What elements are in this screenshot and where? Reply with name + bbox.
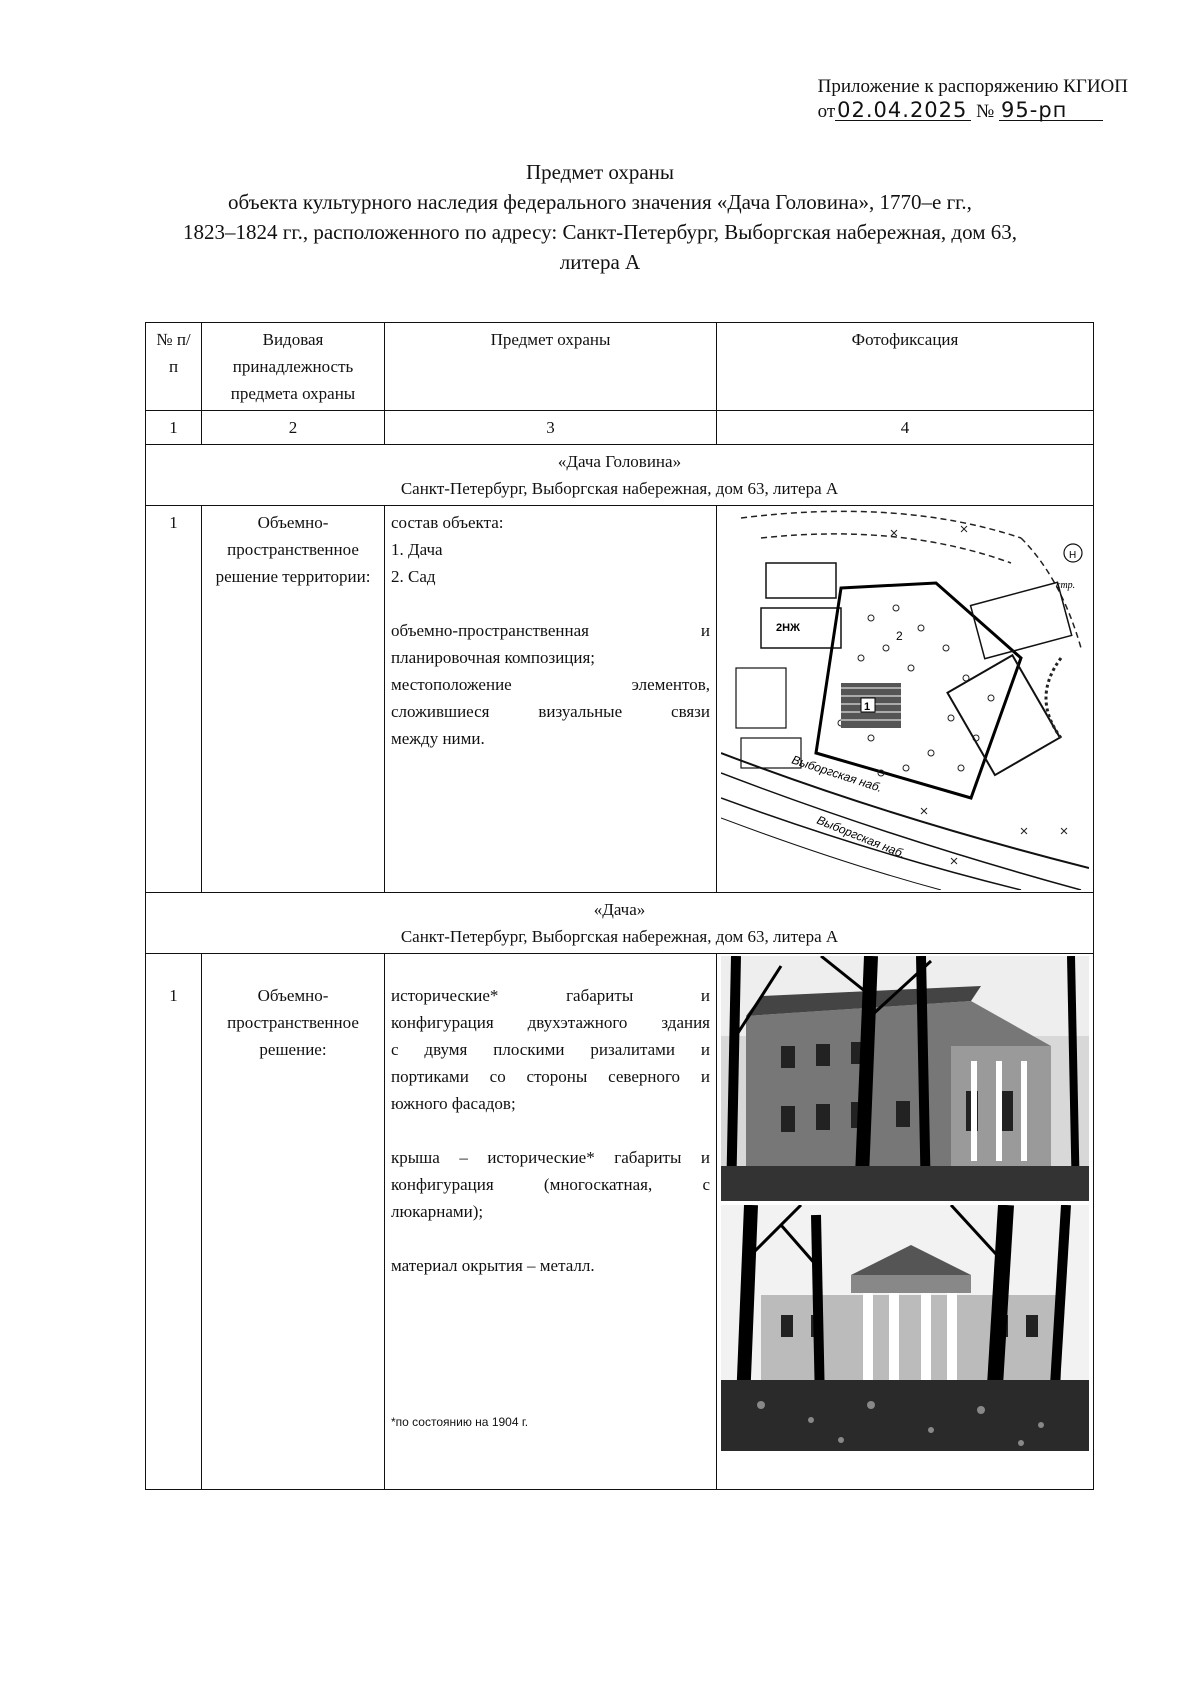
title-line-1: Предмет охраны <box>525 160 675 184</box>
building-photo-north <box>721 956 1089 1201</box>
footnote: *по состоянию на 1904 г. <box>391 1415 529 1429</box>
title-line-3: 1823–1824 гг., расположенного по адресу: Санкт-Петербург, Выборгская набережная, дом 63, <box>182 220 1017 244</box>
header-subject: Предмет охраны <box>385 323 717 411</box>
row-content <box>385 506 717 893</box>
content-line: планировочная композиция; <box>391 648 596 667</box>
appendix-header <box>818 76 1128 123</box>
content-line: сложившиеся визуальные связи <box>391 702 710 721</box>
row-number: 1 <box>146 954 202 1490</box>
section-header <box>146 445 1094 506</box>
content-line: конфигурация двухэтажного здания <box>391 1013 710 1032</box>
from-prefix: от <box>817 101 836 122</box>
building-photo-south <box>721 1205 1089 1451</box>
number-prefix: № <box>976 101 995 122</box>
building-footprint <box>841 683 901 728</box>
title-line-4: литера А <box>559 250 641 274</box>
content-line: с двумя плоскими ризалитами и <box>391 1040 710 1059</box>
map-label: 2НЖ <box>776 622 801 634</box>
photos-cell <box>717 954 1094 1490</box>
content-line: 1. Дача <box>391 540 443 559</box>
table-numbers-row <box>146 411 1094 445</box>
col-number: 3 <box>385 411 717 445</box>
appendix-date-line <box>818 100 1128 123</box>
content-line: крыша – исторические* габариты и <box>391 1148 710 1167</box>
header-number: № п/п <box>146 323 202 411</box>
table-row <box>146 954 1094 1490</box>
content-line: объемно-пространственная и <box>391 621 710 640</box>
map-label: стр. <box>1056 580 1076 591</box>
content-line: люкарнами); <box>391 1202 484 1221</box>
header-photo: Фотофиксация <box>717 323 1094 411</box>
document-title <box>130 157 1070 277</box>
section-header-row <box>146 893 1094 954</box>
header-type: Видовая принадлежность предмета охраны <box>202 323 385 411</box>
row-type: Объемно-пространственное решение территории: <box>202 506 385 893</box>
table-row <box>146 506 1094 893</box>
appendix-number: 95-рп <box>999 100 1103 121</box>
map-label: Н <box>1069 550 1077 561</box>
section-name: «Дача» <box>593 900 646 919</box>
col-number: 4 <box>717 411 1094 445</box>
protection-table <box>145 322 1094 1490</box>
content-line: состав объекта: <box>391 513 504 532</box>
content-line: исторические* габариты и <box>391 986 710 1005</box>
section-header <box>146 893 1094 954</box>
content-line: конфигурация (многоскатная, с <box>391 1175 710 1194</box>
street-label: Выборгская наб. <box>814 812 908 862</box>
col-number: 2 <box>202 411 385 445</box>
row-number: 1 <box>146 506 202 893</box>
section-header-row <box>146 445 1094 506</box>
map-label: 2 <box>896 629 903 643</box>
site-plan-cell <box>717 506 1094 893</box>
appendix-date: 02.04.2025 <box>835 100 971 121</box>
col-number: 1 <box>146 411 202 445</box>
content-line: южного фасадов; <box>391 1094 516 1113</box>
row-type: Объемно-пространственное решение: <box>202 954 385 1490</box>
section-name: «Дача Головина» <box>557 452 682 471</box>
content-line: 2. Сад <box>391 567 436 586</box>
row-content <box>385 954 717 1490</box>
content-line: местоположение элементов, <box>391 675 710 694</box>
title-line-2: объекта культурного наследия федерального значения «Дача Головина», 1770–е гг., <box>228 190 972 214</box>
content-line: портиками со стороны северного и <box>391 1067 710 1086</box>
content-line: между ними. <box>391 729 485 748</box>
section-address: Санкт-Петербург, Выборгская набережная, дом 63, литера А <box>400 927 839 946</box>
map-label: 1 <box>864 701 871 713</box>
street-label: Выборгская наб. <box>790 752 884 795</box>
table-header-row <box>146 323 1094 411</box>
appendix-line: Приложение к распоряжению КГИОП <box>817 76 1128 97</box>
site-plan-map <box>721 508 1089 890</box>
section-address: Санкт-Петербург, Выборгская набережная, дом 63, литера А <box>400 479 839 498</box>
content-line: материал окрытия – металл. <box>391 1256 595 1275</box>
